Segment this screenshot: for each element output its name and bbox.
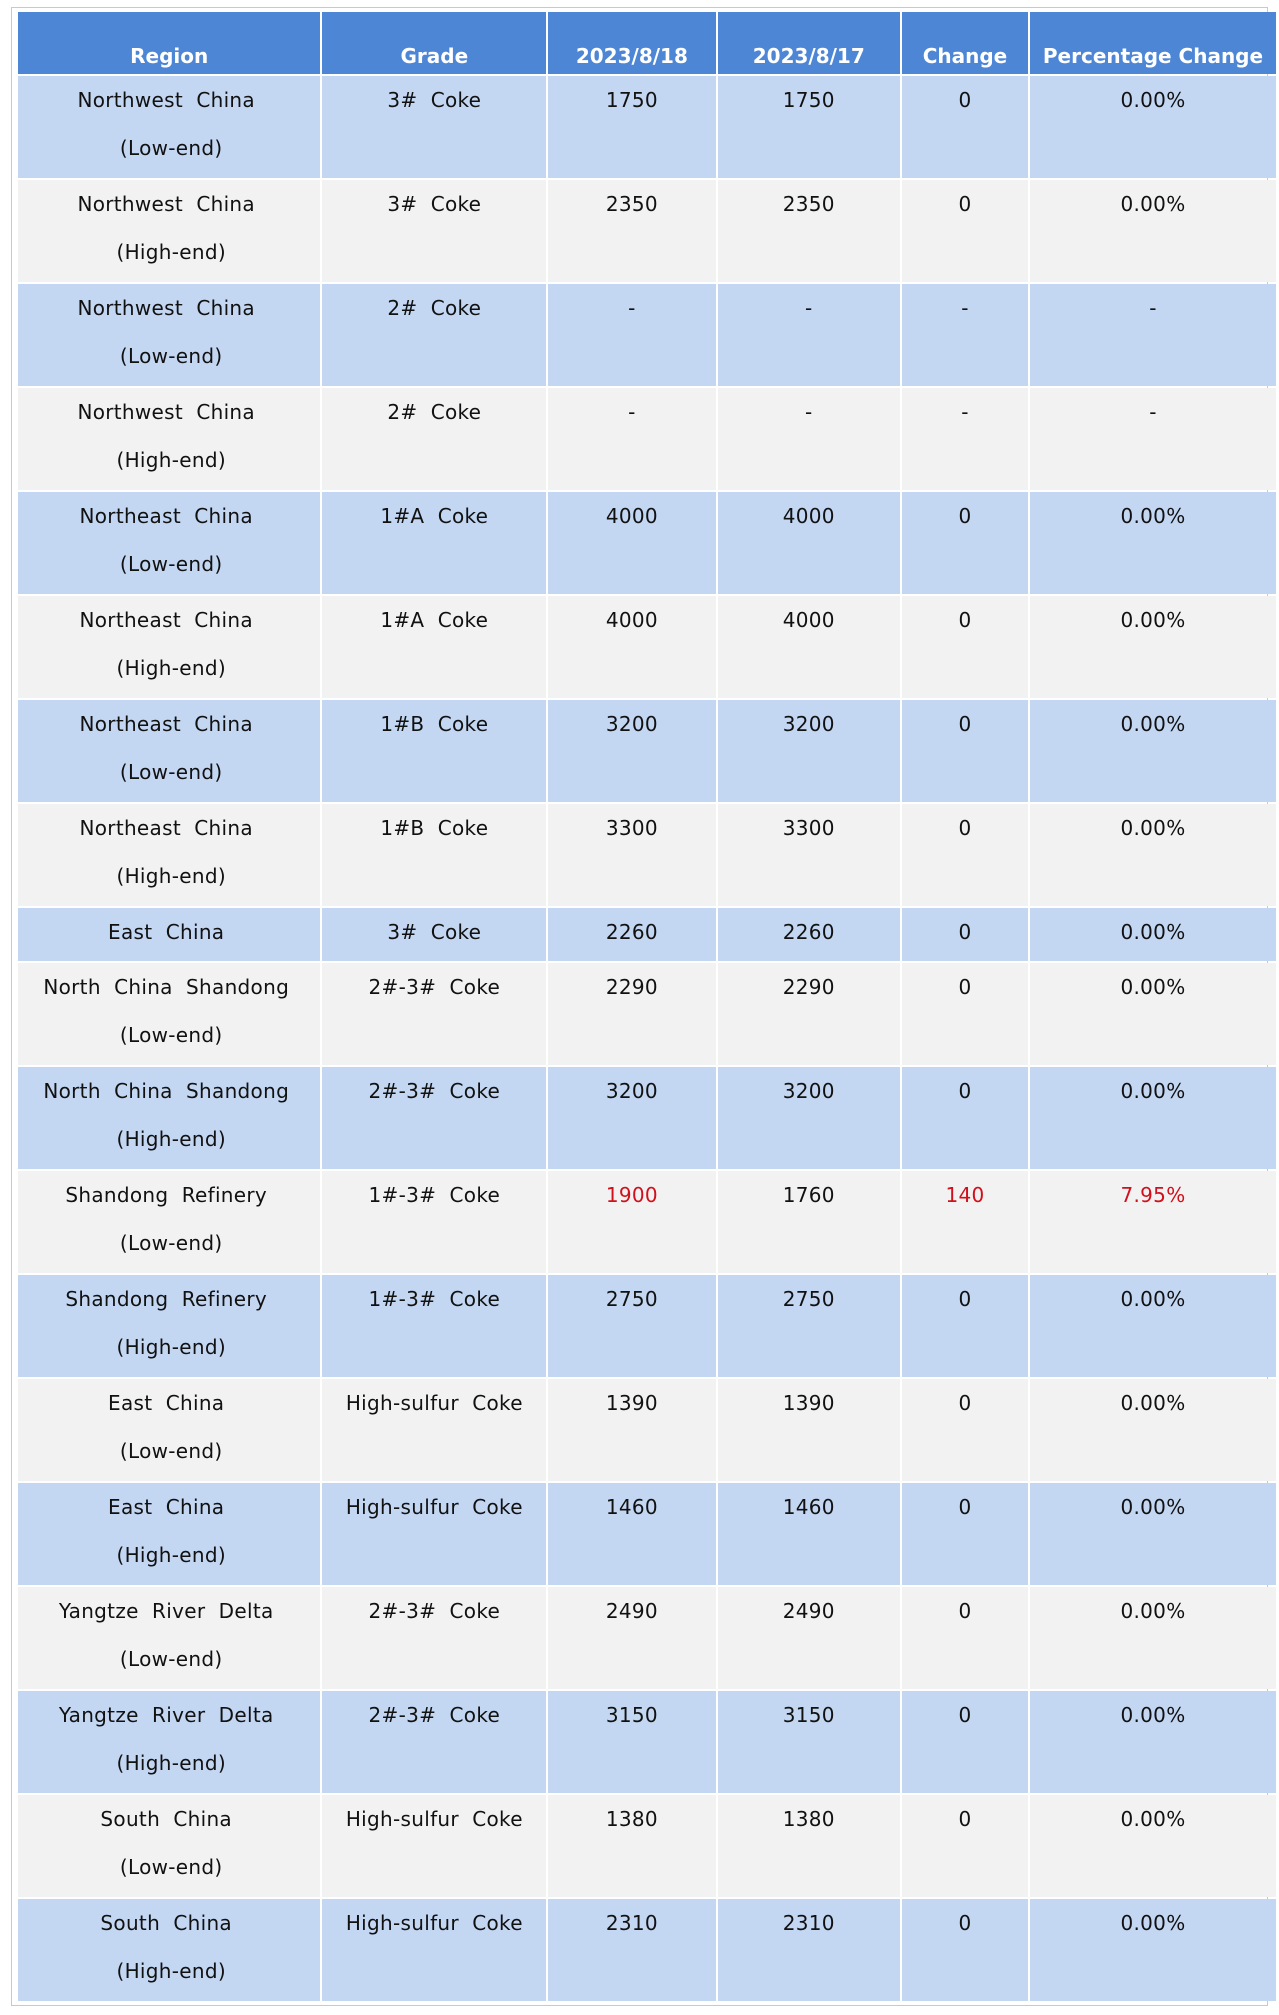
price-current-cell: 4000 — [548, 492, 715, 594]
percentage-change-cell: 0.00% — [1030, 1795, 1276, 1897]
percentage-change-cell: 0.00% — [1030, 1483, 1276, 1585]
region-tier: (Low-end) — [119, 760, 223, 784]
grade-cell: 2#-3# Coke — [322, 1067, 546, 1169]
region-tier: (High-end) — [116, 1543, 226, 1567]
change-cell: 0 — [902, 700, 1028, 802]
header-percentage-change: Percentage Change — [1030, 12, 1276, 74]
region-name: East China — [108, 1391, 225, 1415]
price-previous-cell: 2310 — [718, 1899, 900, 2001]
price-previous-cell: - — [718, 284, 900, 386]
region-name: Northwest China — [77, 296, 255, 320]
region-tier: (High-end) — [116, 1127, 226, 1151]
region-cell — [18, 700, 320, 802]
region-name: Northeast China — [79, 608, 253, 632]
grade-cell: 1#-3# Coke — [322, 1171, 546, 1273]
region-cell — [18, 76, 320, 178]
region-name: North China Shandong — [43, 975, 290, 999]
price-current-cell: 2290 — [548, 963, 715, 1065]
header-grade: Grade — [322, 12, 546, 74]
region-cell — [18, 804, 320, 906]
header-date-previous: 2023/8/17 — [718, 12, 900, 74]
region-cell — [18, 388, 320, 490]
price-current-cell: 3150 — [548, 1691, 715, 1793]
table-row — [18, 1171, 1276, 1273]
region-cell — [18, 1067, 320, 1169]
region-tier: (High-end) — [116, 1335, 226, 1359]
grade-cell: 3# Coke — [322, 76, 546, 178]
price-current-cell: - — [548, 284, 715, 386]
region-tier: (Low-end) — [119, 1023, 223, 1047]
price-previous-cell: 1460 — [718, 1483, 900, 1585]
grade-cell: High-sulfur Coke — [322, 1795, 546, 1897]
table-row — [18, 1587, 1276, 1689]
price-current-cell: - — [548, 388, 715, 490]
percentage-change-cell: - — [1030, 388, 1276, 490]
price-previous-cell: - — [718, 388, 900, 490]
grade-cell: 1#A Coke — [322, 596, 546, 698]
grade-cell: 1#B Coke — [322, 700, 546, 802]
table-row — [18, 963, 1276, 1065]
price-current-cell: 3200 — [548, 1067, 715, 1169]
region-name: Shandong Refinery — [65, 1287, 268, 1311]
price-current-cell: 1900 — [548, 1171, 715, 1273]
table-row — [18, 804, 1276, 906]
region-cell — [18, 1795, 320, 1897]
price-current-cell: 1380 — [548, 1795, 715, 1897]
price-current-cell: 2490 — [548, 1587, 715, 1689]
header-change: Change — [902, 12, 1028, 74]
region-name: Shandong Refinery — [65, 1183, 268, 1207]
change-cell: 0 — [902, 1275, 1028, 1377]
percentage-change-cell: 0.00% — [1030, 1587, 1276, 1689]
region-name: Northwest China — [77, 192, 255, 216]
percentage-change-cell: 0.00% — [1030, 963, 1276, 1065]
change-cell: 0 — [902, 963, 1028, 1065]
percentage-change-cell: 0.00% — [1030, 1899, 1276, 2001]
region-name: Yangtze River Delta — [58, 1599, 274, 1623]
table-row — [18, 596, 1276, 698]
table-row — [18, 180, 1276, 282]
grade-cell: High-sulfur Coke — [322, 1483, 546, 1585]
price-current-cell: 3300 — [548, 804, 715, 906]
region-cell — [18, 963, 320, 1065]
change-cell: 0 — [902, 76, 1028, 178]
grade-cell: 2# Coke — [322, 388, 546, 490]
region-tier: (High-end) — [116, 1959, 226, 1983]
region-tier: (Low-end) — [119, 136, 223, 160]
region-cell — [18, 908, 320, 961]
change-cell: 0 — [902, 1379, 1028, 1481]
change-cell: 0 — [902, 1067, 1028, 1169]
change-cell: 0 — [902, 908, 1028, 961]
percentage-change-cell: 0.00% — [1030, 596, 1276, 698]
grade-cell: 1#A Coke — [322, 492, 546, 594]
price-previous-cell: 4000 — [718, 492, 900, 594]
percentage-change-cell: 0.00% — [1030, 700, 1276, 802]
table-row — [18, 1691, 1276, 1793]
table-row — [18, 1379, 1276, 1481]
percentage-change-cell: 0.00% — [1030, 908, 1276, 961]
price-current-cell: 4000 — [548, 596, 715, 698]
table-row — [18, 1483, 1276, 1585]
price-current-cell: 3200 — [548, 700, 715, 802]
table-row — [18, 1899, 1276, 2001]
grade-cell: 1#B Coke — [322, 804, 546, 906]
header-region: Region — [18, 12, 320, 74]
change-cell: 0 — [902, 804, 1028, 906]
header-date-current: 2023/8/18 — [548, 12, 715, 74]
price-previous-cell: 1380 — [718, 1795, 900, 1897]
price-current-cell: 1460 — [548, 1483, 715, 1585]
change-cell: 0 — [902, 1899, 1028, 2001]
region-tier: (High-end) — [116, 1751, 226, 1775]
table-row — [18, 1275, 1276, 1377]
price-current-cell: 2310 — [548, 1899, 715, 2001]
change-cell: 0 — [902, 1483, 1028, 1585]
percentage-change-cell: 0.00% — [1030, 804, 1276, 906]
price-previous-cell: 3200 — [718, 1067, 900, 1169]
region-name: South China — [100, 1911, 232, 1935]
region-tier: (Low-end) — [119, 552, 223, 576]
price-current-cell: 1390 — [548, 1379, 715, 1481]
region-tier: (High-end) — [116, 448, 226, 472]
percentage-change-cell: 0.00% — [1030, 1067, 1276, 1169]
region-tier: (Low-end) — [119, 1231, 223, 1255]
percentage-change-cell: - — [1030, 284, 1276, 386]
grade-cell: 3# Coke — [322, 908, 546, 961]
table-row — [18, 700, 1276, 802]
region-cell — [18, 1275, 320, 1377]
price-previous-cell: 1390 — [718, 1379, 900, 1481]
price-current-cell: 2350 — [548, 180, 715, 282]
price-current-cell: 1750 — [548, 76, 715, 178]
region-name: South China — [100, 1807, 232, 1831]
grade-cell: 2#-3# Coke — [322, 1587, 546, 1689]
change-cell: 0 — [902, 492, 1028, 594]
region-name: Yangtze River Delta — [58, 1703, 274, 1727]
region-tier: (Low-end) — [119, 1855, 223, 1879]
price-previous-cell: 2290 — [718, 963, 900, 1065]
region-tier: (Low-end) — [119, 1439, 223, 1463]
region-cell — [18, 1171, 320, 1273]
percentage-change-cell: 0.00% — [1030, 492, 1276, 594]
region-cell — [18, 1691, 320, 1793]
change-cell: 0 — [902, 596, 1028, 698]
region-name: East China — [108, 1495, 225, 1519]
grade-cell: High-sulfur Coke — [322, 1899, 546, 2001]
region-name: Northeast China — [79, 504, 253, 528]
table-row — [18, 284, 1276, 386]
region-name: Northwest China — [77, 400, 255, 424]
region-cell — [18, 492, 320, 594]
region-cell — [18, 1587, 320, 1689]
region-cell — [18, 1899, 320, 2001]
region-name: East China — [108, 920, 225, 944]
change-cell: 0 — [902, 1587, 1028, 1689]
price-current-cell: 2750 — [548, 1275, 715, 1377]
table-row — [18, 76, 1276, 178]
table-row — [18, 1067, 1276, 1169]
region-tier: (High-end) — [116, 864, 226, 888]
table-row — [18, 1795, 1276, 1897]
change-cell: 0 — [902, 180, 1028, 282]
percentage-change-cell: 0.00% — [1030, 180, 1276, 282]
region-tier: (High-end) — [116, 240, 226, 264]
change-cell: 0 — [902, 1795, 1028, 1897]
region-cell — [18, 1483, 320, 1585]
region-cell — [18, 284, 320, 386]
grade-cell: High-sulfur Coke — [322, 1379, 546, 1481]
region-cell — [18, 180, 320, 282]
change-cell: - — [902, 388, 1028, 490]
percentage-change-cell: 7.95% — [1030, 1171, 1276, 1273]
price-current-cell: 2260 — [548, 908, 715, 961]
region-name: Northwest China — [77, 88, 255, 112]
region-name: Northeast China — [79, 816, 253, 840]
price-table-frame — [11, 7, 1268, 2006]
percentage-change-cell: 0.00% — [1030, 1275, 1276, 1377]
price-previous-cell: 2350 — [718, 180, 900, 282]
grade-cell: 1#-3# Coke — [322, 1275, 546, 1377]
region-tier: (Low-end) — [119, 344, 223, 368]
percentage-change-cell: 0.00% — [1030, 1379, 1276, 1481]
region-tier: (Low-end) — [119, 1647, 223, 1671]
price-previous-cell: 3200 — [718, 700, 900, 802]
change-cell: 140 — [902, 1171, 1028, 1273]
region-cell — [18, 596, 320, 698]
change-cell: 0 — [902, 1691, 1028, 1793]
grade-cell: 3# Coke — [322, 180, 546, 282]
price-previous-cell: 1760 — [718, 1171, 900, 1273]
coke-price-table — [16, 10, 1278, 2003]
region-tier: (High-end) — [116, 656, 226, 680]
table-header-row — [18, 12, 1276, 74]
price-previous-cell: 4000 — [718, 596, 900, 698]
price-previous-cell: 3150 — [718, 1691, 900, 1793]
price-previous-cell: 2260 — [718, 908, 900, 961]
price-previous-cell: 2750 — [718, 1275, 900, 1377]
grade-cell: 2#-3# Coke — [322, 963, 546, 1065]
change-cell: - — [902, 284, 1028, 386]
price-previous-cell: 1750 — [718, 76, 900, 178]
price-previous-cell: 2490 — [718, 1587, 900, 1689]
table-row — [18, 492, 1276, 594]
percentage-change-cell: 0.00% — [1030, 1691, 1276, 1793]
grade-cell: 2# Coke — [322, 284, 546, 386]
percentage-change-cell: 0.00% — [1030, 76, 1276, 178]
table-row — [18, 908, 1276, 961]
table-row — [18, 388, 1276, 490]
region-cell — [18, 1379, 320, 1481]
region-name: Northeast China — [79, 712, 253, 736]
region-name: North China Shandong — [43, 1079, 290, 1103]
grade-cell: 2#-3# Coke — [322, 1691, 546, 1793]
price-previous-cell: 3300 — [718, 804, 900, 906]
